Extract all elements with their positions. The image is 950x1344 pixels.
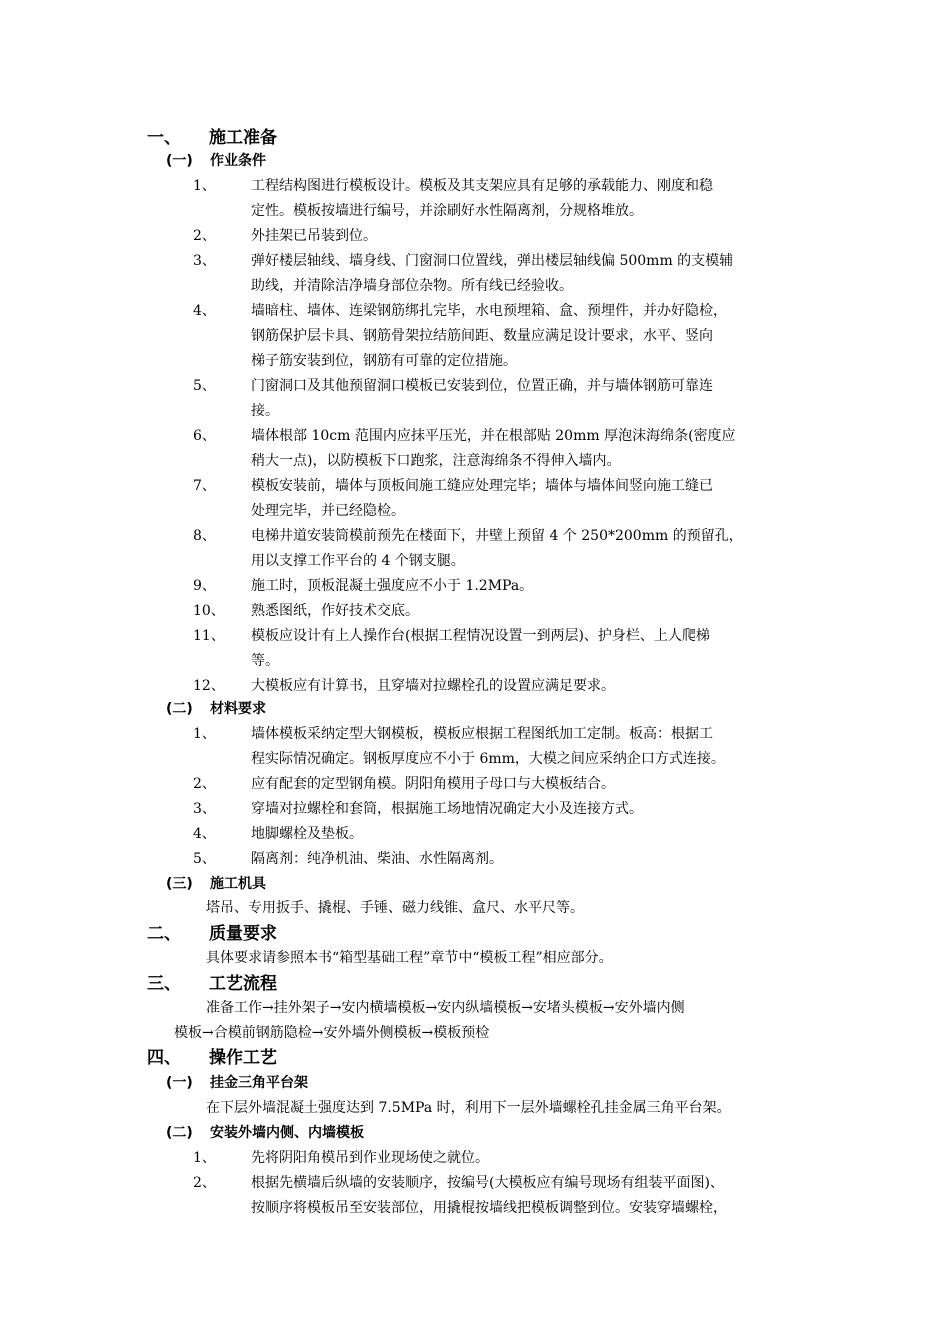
list-item-number: 4、 — [193, 826, 216, 842]
list-item-line: 电梯井道安装筒模前预先在楼面下，井壁上预留 4 个 250*200mm 的预留孔， — [251, 528, 743, 544]
subsection-heading — [166, 150, 266, 172]
subsection-title: 作业条件 — [210, 153, 266, 169]
paragraph: 具体要求请参照本书“箱型基础工程”章节中“模板工程”相应部分。 — [206, 950, 613, 966]
section-title: 操作工艺 — [209, 1048, 277, 1068]
list-item-line: 模板应设计有上人操作台(根据工程情况设置一到两层)、护身栏、上人爬梯 — [251, 628, 710, 644]
list-item-number: 7、 — [193, 478, 216, 494]
list-item-line: 墙体模板采纳定型大钢模板，模板应根据工程图纸加工定制。板高：根据工 — [251, 726, 713, 742]
list-item-line: 外挂架已吊装到位。 — [251, 228, 377, 244]
list-item-line: 工程结构图进行模板设计。模板及其支架应具有足够的承载能力、刚度和稳 — [251, 178, 713, 194]
subsection-number: (一) — [166, 153, 193, 169]
subsection-title: 安装外墙内侧、内墙模板 — [210, 1125, 364, 1141]
list-item-number: 3、 — [193, 253, 216, 269]
list-item-line: 助线，并清除洁净墙身部位杂物。所有线已经验收。 — [251, 278, 573, 294]
list-item-text — [251, 624, 811, 674]
list-item-text — [251, 1171, 811, 1221]
list-item-line: 墙暗柱、墙体、连梁钢筋绑扎完毕，水电预埋箱、盒、预埋件，并办好隐检， — [251, 303, 727, 319]
subsection-number: (二) — [166, 1125, 193, 1141]
list-item-text — [251, 797, 811, 822]
list-item-text — [251, 474, 811, 524]
list-item-line: 处理完毕，并已经隐检。 — [251, 503, 405, 519]
list-item-number: 10、 — [193, 603, 225, 619]
list-item-text — [251, 224, 811, 249]
list-item-line: 施工时，顶板混凝土强度应不小于 1.2MPa。 — [251, 578, 534, 594]
list-item-line: 墙体根部 10cm 范围内应抹平压光，并在根部贴 20mm 厚泡沫海绵条(密度应 — [251, 428, 736, 444]
section-number: 一、 — [147, 128, 181, 148]
subsection-heading — [166, 1072, 308, 1094]
list-item-text — [251, 847, 811, 872]
list-item-number: 9、 — [193, 578, 216, 594]
list-item-text — [251, 822, 811, 847]
subsection-title: 挂金三角平台架 — [210, 1075, 308, 1091]
list-item-line: 钢筋保护层卡具、钢筋骨架拉结筋间距、数量应满足设计要求，水平、竖向 — [251, 328, 713, 344]
subsection-number: (二) — [166, 701, 193, 717]
list-item-line: 按顺序将模板吊至安装部位，用撬棍按墙线把模板调整到位。安装穿墙螺栓， — [251, 1200, 727, 1216]
list-item-number: 2、 — [193, 776, 216, 792]
list-item-text — [251, 374, 811, 424]
list-item-text — [251, 599, 811, 624]
list-item-line: 梯子筋安装到位，钢筋有可靠的定位措施。 — [251, 353, 517, 369]
paragraph: 在下层外墙混凝土强度达到 7.5MPa 时，利用下一层外墙螺栓孔挂金属三角平台架。 — [206, 1100, 731, 1116]
subsection-heading — [166, 873, 266, 895]
subsection-title: 材料要求 — [210, 701, 266, 717]
list-item-line: 门窗洞口及其他预留洞口模板已安装到位，位置正确，并与墙体钢筋可靠连 — [251, 378, 713, 394]
list-item-line: 弹好楼层轴线、墙身线、门窗洞口位置线，弹出楼层轴线偏 500mm 的支模辅 — [251, 253, 734, 269]
list-item-line: 稍大一点)，以防模板下口跑浆，注意海绵条不得伸入墙内。 — [251, 453, 621, 469]
list-item-text — [251, 299, 811, 374]
section-number: 三、 — [147, 974, 181, 994]
paragraph: 塔吊、专用扳手、撬棍、手锤、磁力线锥、盒尺、水平尺等。 — [206, 900, 584, 916]
list-item-text — [251, 722, 811, 772]
list-item-text — [251, 772, 811, 797]
list-item-line: 穿墙对拉螺栓和套筒，根据施工场地情况确定大小及连接方式。 — [251, 801, 643, 817]
list-item-number: 6、 — [193, 428, 216, 444]
list-item-number: 5、 — [193, 851, 216, 867]
list-item-line: 模板安装前，墙体与顶板间施工缝应处理完毕；墙体与墙体间竖向施工缝已 — [251, 478, 713, 494]
list-item-text — [251, 574, 811, 599]
list-item-line: 隔离剂：纯净机油、柴油、水性隔离剂。 — [251, 851, 503, 867]
process-flow-line: 模板→合模前钢筋隐检→安外墙外侧模板→模板预检 — [174, 1025, 490, 1041]
list-item-text — [251, 424, 811, 474]
section-title: 工艺流程 — [209, 974, 277, 994]
list-item-line: 先将阴阳角模吊到作业现场使之就位。 — [251, 1150, 489, 1166]
list-item-line: 定性。模板按墙进行编号，并涂刷好水性隔离剂，分规格堆放。 — [251, 203, 643, 219]
subsection-number: (一) — [166, 1075, 193, 1091]
list-item-line: 大模板应有计算书，且穿墙对拉螺栓孔的设置应满足要求。 — [251, 678, 615, 694]
list-item-line: 地脚螺栓及垫板。 — [251, 826, 363, 842]
list-item-line: 熟悉图纸，作好技术交底。 — [251, 603, 419, 619]
subsection-title: 施工机具 — [210, 876, 266, 892]
list-item-line: 应有配套的定型钢角模。阴阳角模用子母口与大模板结合。 — [251, 776, 615, 792]
list-item-text — [251, 1146, 811, 1171]
list-item-number: 1、 — [193, 726, 216, 742]
process-flow-line: 准备工作→挂外架子→安内横墙模板→安内纵墙模板→安堵头模板→安外墙内侧 — [206, 1000, 685, 1016]
list-item-number: 1、 — [193, 178, 216, 194]
list-item-number: 2、 — [193, 228, 216, 244]
list-item-line: 接。 — [251, 403, 279, 419]
subsection-heading — [166, 1122, 364, 1144]
list-item-number: 3、 — [193, 801, 216, 817]
list-item-line: 程实际情况确定。钢板厚度应不小于 6mm，大模之间应采纳企口方式连接。 — [251, 751, 725, 767]
list-item-line: 用以支撑工作平台的 4 个钢支腿。 — [251, 553, 465, 569]
list-item-number: 1、 — [193, 1150, 216, 1166]
list-item-text — [251, 524, 811, 574]
section-number: 二、 — [147, 924, 181, 944]
list-item-number: 12、 — [193, 678, 225, 694]
list-item-text — [251, 249, 811, 299]
list-item-number: 5、 — [193, 378, 216, 394]
list-item-number: 2、 — [193, 1175, 216, 1191]
list-item-number: 4、 — [193, 303, 216, 319]
subsection-number: (三) — [166, 876, 193, 892]
list-item-number: 8、 — [193, 528, 216, 544]
section-title: 施工准备 — [209, 128, 277, 148]
section-number: 四、 — [147, 1048, 181, 1068]
list-item-text — [251, 174, 811, 224]
list-item-number: 11、 — [193, 628, 225, 644]
list-item-line: 根据先横墙后纵墙的安装顺序，按编号(大模板应有编号现场有组装平面图)、 — [251, 1175, 724, 1191]
list-item-line: 等。 — [251, 653, 279, 669]
subsection-heading — [166, 698, 266, 720]
list-item-text — [251, 674, 811, 699]
section-title: 质量要求 — [209, 924, 277, 944]
